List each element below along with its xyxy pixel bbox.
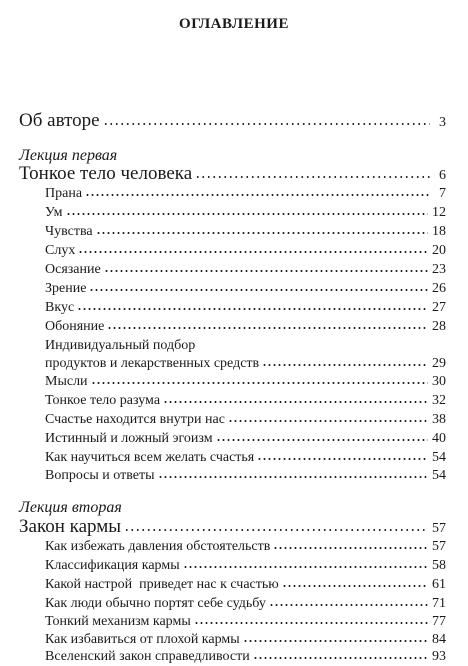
- toc-entry-page: 32: [432, 393, 446, 408]
- toc-entry-title: продуктов и лекарственных средств: [45, 356, 260, 371]
- dot-leader: [78, 250, 428, 254]
- toc-entry-title: Осязание: [45, 262, 101, 277]
- toc-entry[interactable]: [45, 595, 446, 613]
- toc-chapter-title: Закон кармы: [19, 516, 122, 537]
- toc-entry-page: 77: [432, 614, 446, 629]
- toc-entry-page: 54: [432, 450, 446, 465]
- dot-leader: [104, 269, 428, 273]
- toc-entry[interactable]: [45, 204, 446, 222]
- toc-entry-page: 7: [439, 186, 446, 201]
- toc-entry[interactable]: [45, 223, 446, 241]
- toc-entry-title: Вкус: [45, 300, 75, 315]
- toc-entry[interactable]: [45, 185, 446, 203]
- toc-entry-title: Вселенский закон справедливости: [45, 649, 250, 664]
- dot-leader: [66, 212, 428, 216]
- toc-entry[interactable]: [45, 242, 446, 260]
- toc-entry-page: 61: [432, 577, 446, 592]
- toc-entry[interactable]: [45, 557, 446, 575]
- toc-entry-title: Мысли: [45, 374, 88, 389]
- toc-entry-page: 84: [432, 632, 446, 647]
- toc-entry-title: Прана: [45, 186, 83, 201]
- toc-chapter-title: Тонкое тело человека: [19, 163, 193, 184]
- toc-entry-page: 3: [439, 115, 446, 130]
- dot-leader: [96, 231, 428, 235]
- dot-leader: [107, 326, 428, 330]
- toc-entry[interactable]: [45, 613, 446, 631]
- toc-entry-title: Как научиться всем желать счастья: [45, 450, 255, 465]
- toc-entry-page: 58: [432, 558, 446, 573]
- lecture-label: Лекция вторая: [19, 499, 122, 516]
- toc-entry-page: 93: [432, 649, 446, 664]
- toc-entry[interactable]: [45, 538, 446, 556]
- toc-entry-title: Как избежать давления обстоятельств: [45, 539, 271, 554]
- dot-leader: [262, 363, 428, 367]
- toc-entry[interactable]: [45, 648, 446, 666]
- dot-leader: [183, 565, 428, 569]
- toc-entry[interactable]: [45, 299, 446, 317]
- toc-entry-page: 26: [432, 281, 446, 296]
- toc-entry-page: 57: [432, 539, 446, 554]
- toc-entry-about[interactable]: [19, 110, 446, 134]
- page-title: ОГЛАВЛЕНИЕ: [179, 16, 289, 32]
- lecture-label: Лекция первая: [19, 147, 118, 164]
- toc-entry[interactable]: [45, 355, 446, 373]
- toc-entry[interactable]: [45, 576, 446, 594]
- toc-entry-page: 12: [432, 205, 446, 220]
- dot-leader: [243, 639, 428, 643]
- toc-entry-page: 28: [432, 319, 446, 334]
- dot-leader: [124, 528, 428, 532]
- dot-leader: [91, 381, 428, 385]
- dot-leader: [89, 288, 428, 292]
- toc-entry-title: Обоняние: [45, 319, 105, 334]
- toc-entry-page: 71: [432, 596, 446, 611]
- dot-leader: [85, 193, 430, 197]
- toc-entry-page: 20: [432, 243, 446, 258]
- toc-entry[interactable]: [45, 280, 446, 298]
- toc-entry-title: Слух: [45, 243, 76, 258]
- toc-entry-page: 57: [432, 521, 446, 536]
- toc-entry-page: 38: [432, 412, 446, 427]
- dot-leader: [77, 307, 428, 311]
- dot-leader: [216, 438, 428, 442]
- dot-leader: [282, 584, 428, 588]
- dot-leader: [195, 175, 430, 179]
- toc-entry[interactable]: [45, 631, 446, 649]
- dot-leader: [158, 475, 429, 479]
- toc-entry-page: 23: [432, 262, 446, 277]
- toc-entry-title: Какой настрой приведет нас к счастью: [45, 577, 279, 592]
- toc-entry-title: Вопросы и ответы: [45, 468, 155, 483]
- toc-entry-page: 6: [439, 168, 446, 183]
- toc-entry-page: 40: [432, 431, 446, 446]
- dot-leader: [228, 419, 428, 423]
- toc-entry[interactable]: [45, 373, 446, 391]
- toc-entry-page: 27: [432, 300, 446, 315]
- toc-entry[interactable]: [45, 467, 446, 485]
- toc-entry-page: 54: [432, 468, 446, 483]
- dot-leader: [257, 457, 428, 461]
- toc-entry[interactable]: [45, 392, 446, 410]
- toc-chapter[interactable]: [19, 516, 446, 540]
- toc-entry-page: 29: [432, 356, 446, 371]
- toc-entry-title: Ум: [45, 205, 63, 220]
- toc-entry-title: Чувства: [45, 224, 93, 239]
- toc-chapter[interactable]: [19, 163, 446, 187]
- toc-entry-title: Как люди обычно портят себе судьбу: [45, 596, 266, 611]
- toc-entry-title: Тонкий механизм кармы: [45, 614, 191, 629]
- dot-leader: [273, 546, 428, 550]
- toc-entry-line1: [45, 337, 446, 355]
- toc-entry-title: Индивидуальный подбор: [45, 338, 196, 353]
- toc-entry-title: Об авторе: [19, 110, 100, 131]
- toc-entry-title: Классификация кармы: [45, 558, 180, 573]
- toc-entry[interactable]: [45, 318, 446, 336]
- toc-entry-title: Истинный и ложный эгоизм: [45, 431, 213, 446]
- toc-entry-title: Тонкое тело разума: [45, 393, 161, 408]
- toc-entry[interactable]: [45, 449, 446, 467]
- toc-entry-page: 18: [432, 224, 446, 239]
- toc-entry[interactable]: [45, 411, 446, 429]
- toc-entry[interactable]: [45, 430, 446, 448]
- toc-entry[interactable]: [45, 261, 446, 279]
- dot-leader: [194, 621, 428, 625]
- toc-entry-title: Как избавиться от плохой кармы: [45, 632, 240, 647]
- dot-leader: [163, 400, 428, 404]
- toc-entry-page: 30: [432, 374, 446, 389]
- dot-leader: [253, 656, 428, 660]
- dot-leader: [269, 603, 428, 607]
- toc-entry-title: Счастье находится внутри нас: [45, 412, 225, 427]
- toc-entry-title: Зрение: [45, 281, 87, 296]
- dot-leader: [103, 122, 430, 126]
